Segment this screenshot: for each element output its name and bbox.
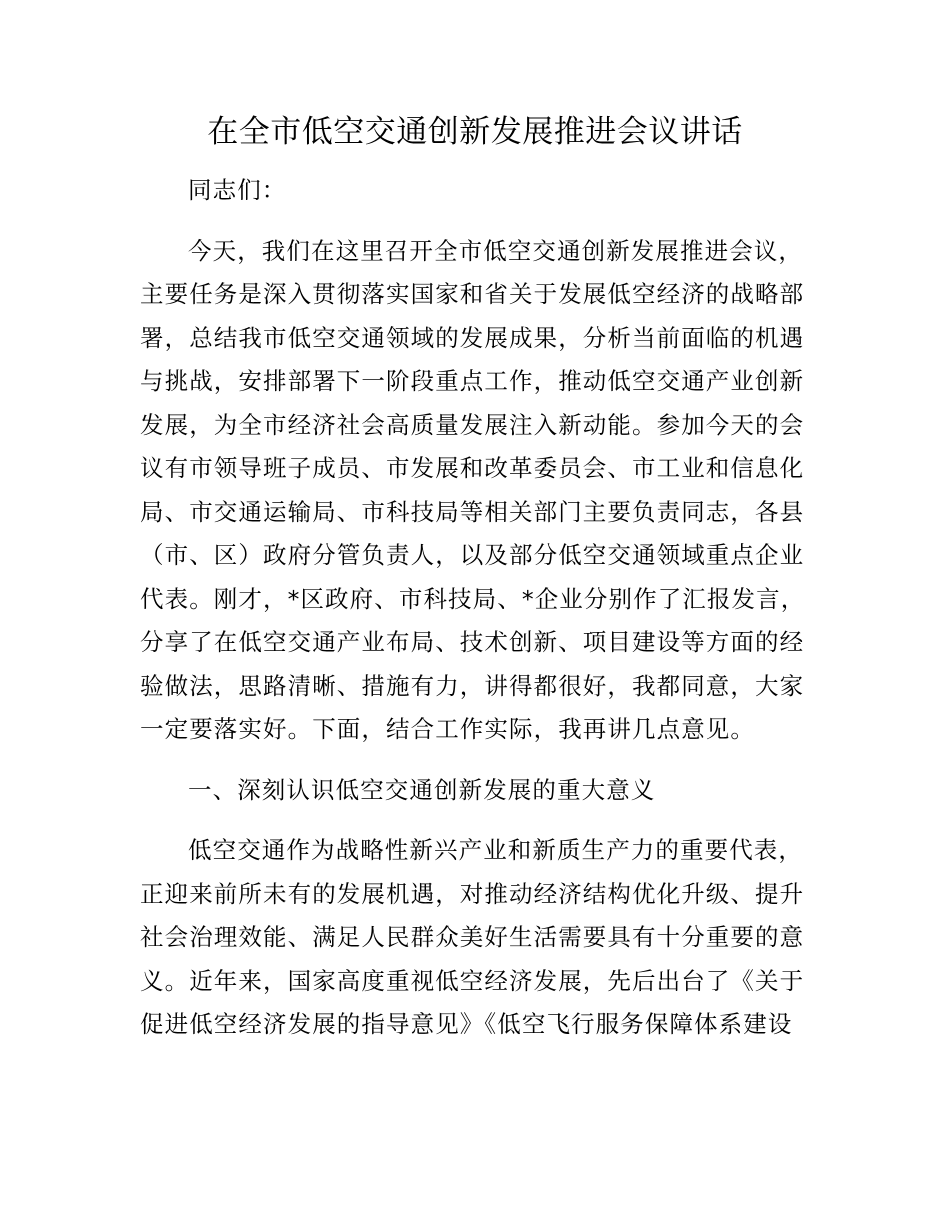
paragraph-line: 正迎来前所未有的发展机遇，对推动经济结构优化升级、提升 [140,879,805,908]
document-title: 在全市低空交通创新发展推进会议讲话 [207,114,743,150]
paragraph-line: 分享了在低空交通产业布局、技术创新、项目建设等方面的经 [140,628,805,656]
paragraph-opening [140,230,810,752]
section-heading: 一、深刻认识低空交通创新发展的重大意义 [188,775,656,804]
paragraph-significance [140,829,810,1047]
paragraph-line: 义。近年来，国家高度重视低空经济发展，先后出台了《关于 [140,966,805,995]
paragraph-line: 发展，为全市经济社会高质量发展注入新动能。参加今天的会 [140,410,805,439]
paragraph-line: 局、市交通运输局、市科技局等相关部门主要负责同志，各县 [140,497,805,526]
paragraph-line: 与挑战，安排部署下一阶段重点工作，推动低空交通产业创新 [140,367,805,395]
paragraph-line: 代表。刚才，*区政府、市科技局、*企业分别作了汇报发言， [140,584,806,613]
paragraph-line: 验做法，思路清晰、措施有力，讲得都很好，我都同意，大家 [140,671,805,700]
paragraph-line: 低空交通作为战略性新兴产业和新质生产力的重要代表， [188,836,803,864]
paragraph-line: 促进低空经济发展的指导意见》《低空飞行服务保障体系建设 [140,1010,793,1038]
paragraph-line: 社会治理效能、满足人民群众美好生活需要具有十分重要的意 [140,923,805,951]
paragraph-line: 一定要落实好。下面，结合工作实际，我再讲几点意见。 [140,715,755,743]
paragraph-line: 今天，我们在这里召开全市低空交通创新发展推进会议， [188,236,803,265]
paragraph-line: 主要任务是深入贯彻落实国家和省关于发展低空经济的战略部 [140,280,805,308]
paragraph-line: （市、区）政府分管负责人，以及部分低空交通领域重点企业 [140,541,805,569]
paragraph-line: 署，总结我市低空交通领域的发展成果，分析当前面临的机遇 [140,323,805,352]
paragraph-line: 议有市领导班子成员、市发展和改革委员会、市工业和信息化 [140,454,805,482]
salutation: 同志们： [188,176,287,204]
